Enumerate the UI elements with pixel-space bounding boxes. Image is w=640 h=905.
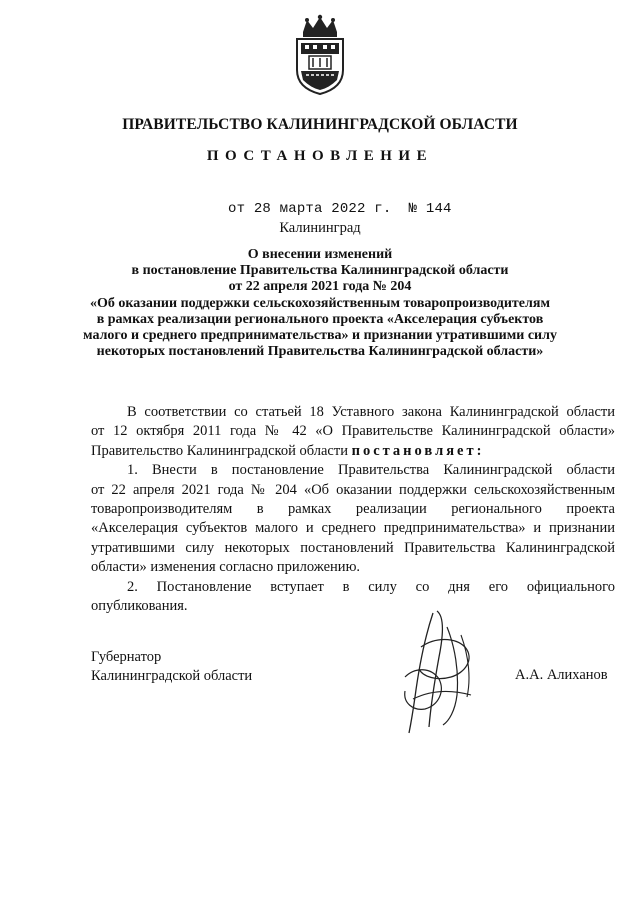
organization-heading: ПРАВИТЕЛЬСТВО КАЛИНИНГРАДСКОЙ ОБЛАСТИ bbox=[122, 116, 518, 133]
document-title bbox=[60, 247, 580, 360]
document-number: 144 bbox=[425, 201, 452, 217]
document-date: 28 марта 2022 г. bbox=[253, 201, 392, 217]
title-line: в постановление Правительства Калининградской области bbox=[131, 263, 509, 279]
signer-position-line: Калининградской области bbox=[91, 668, 253, 684]
signer-position-line: Губернатор bbox=[91, 649, 162, 665]
date-number-line bbox=[228, 201, 452, 217]
title-line: в рамках реализации регионального проекта «Акселерация субъектов bbox=[96, 311, 544, 327]
item1-line: области» изменения согласно приложению. bbox=[91, 559, 361, 576]
item1-line: утратившими силу некоторых постановлений Правительства Калининградской bbox=[91, 539, 615, 556]
handwritten-signature bbox=[385, 607, 490, 737]
item2-line: опубликования. bbox=[91, 598, 188, 615]
item1-line: от 22 апреля 2021 года № 204 «Об оказании поддержки сельскохозяйственным bbox=[91, 481, 615, 498]
signer-name: А.А. Алиханов bbox=[515, 667, 608, 683]
title-line: О внесении изменений bbox=[247, 247, 393, 262]
item1-line: товаропроизводителям в рамках реализации регионального проекта bbox=[91, 501, 615, 518]
number-sign: № bbox=[408, 201, 418, 217]
title-line: малого и среднего предпринимательства» и признании утратившими силу bbox=[83, 328, 557, 344]
preamble-line bbox=[91, 442, 615, 461]
coat-of-arms-icon bbox=[289, 14, 351, 96]
date-prefix: от bbox=[228, 201, 246, 217]
decree-word: постановляет: bbox=[351, 442, 485, 459]
document-type: ПОСТАНОВЛЕНИЕ bbox=[206, 148, 434, 164]
signer-position bbox=[91, 648, 252, 686]
document-body bbox=[91, 403, 615, 616]
preamble-line: от 12 октября 2011 года № 42 «О Правительстве Калининградской области» bbox=[91, 423, 615, 440]
city-name: Калининград bbox=[279, 220, 361, 236]
item2-line: 2. Постановление вступает в силу со дня его официального bbox=[127, 578, 615, 595]
title-line: от 22 апреля 2021 года № 204 bbox=[228, 279, 412, 295]
item1-line: 1. Внести в постановление Правительства Калининградской области bbox=[127, 462, 615, 479]
title-line: «Об оказании поддержки сельскохозяйственным товаропроизводителям bbox=[90, 295, 550, 311]
preamble-text: Правительство Калининградской области bbox=[91, 442, 348, 459]
title-line: некоторых постановлений Правительства Калининградской области» bbox=[96, 344, 544, 360]
item1-line: «Акселерация субъектов малого и среднего предпринимательства» и признании bbox=[91, 520, 615, 537]
preamble-line: В соответствии со статьей 18 Уставного закона Калининградской области bbox=[127, 404, 615, 420]
